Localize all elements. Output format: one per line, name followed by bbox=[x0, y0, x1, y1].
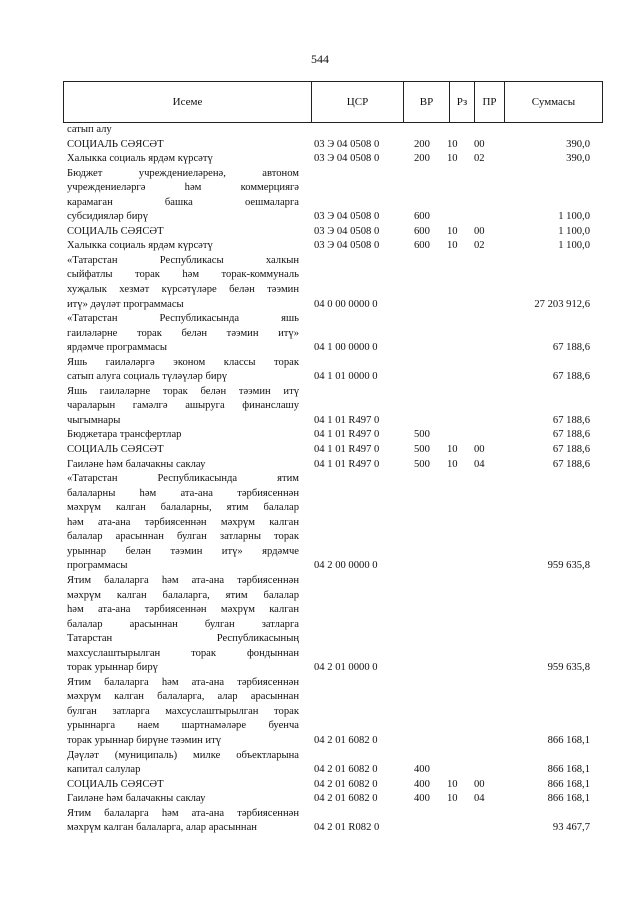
row-name-line: СОЦИАЛЬ СӘЯСӘТ bbox=[67, 444, 164, 456]
row-vr: 600 bbox=[414, 240, 430, 252]
row-sum: 1 100,0 bbox=[558, 225, 590, 237]
row-name-line: сыйфатлы торак һәм торак-коммуналь bbox=[67, 269, 299, 281]
row-name-line: махсуслаштырылган торак фондыннан bbox=[67, 647, 299, 659]
row-sum: 866 168,1 bbox=[547, 734, 590, 746]
table-row bbox=[0, 428, 640, 443]
row-name-line: карамаган башка оешмаларга bbox=[67, 196, 299, 208]
row-csr: 04 2 01 R082 0 bbox=[314, 822, 380, 834]
header-pr: ПР bbox=[474, 82, 504, 122]
row-name-line: мәхрүм калган балаларга, алар арасыннан bbox=[67, 822, 257, 834]
row-sum: 866 168,1 bbox=[547, 778, 590, 790]
row-rz: 10 bbox=[447, 458, 458, 470]
header-rz: Рз bbox=[449, 82, 474, 122]
row-name-line: чараларын гамәлгә ашыруга финанслашу bbox=[67, 400, 299, 412]
row-name-line: СОЦИАЛЬ СӘЯСӘТ bbox=[67, 138, 164, 150]
table-row bbox=[0, 239, 640, 254]
row-name-line: сатып алу bbox=[67, 124, 112, 135]
row-vr: 400 bbox=[414, 793, 430, 805]
row-name-line: мәхрүм калган балаларга, ятим балалар bbox=[67, 589, 299, 601]
row-sum: 67 188,6 bbox=[552, 342, 590, 354]
row-name bbox=[67, 225, 299, 240]
row-name-line: Ятим балаларга һәм ата-ана тәрбиясеннән bbox=[67, 574, 299, 586]
row-name-line: Татарстан Республикасының bbox=[67, 633, 299, 645]
table-row bbox=[0, 807, 640, 836]
row-sum: 27 203 912,6 bbox=[534, 298, 590, 310]
row-name-line: программасы bbox=[67, 560, 128, 572]
row-csr: 04 1 01 R497 0 bbox=[314, 414, 380, 426]
row-csr: 03 Э 04 0508 0 bbox=[314, 138, 380, 150]
row-csr: 03 Э 04 0508 0 bbox=[314, 153, 380, 165]
row-sum: 1 100,0 bbox=[558, 240, 590, 252]
header-vr: ВР bbox=[403, 82, 449, 122]
table-row bbox=[0, 123, 640, 138]
row-sum: 390,0 bbox=[566, 153, 590, 165]
row-name-line: булган затларга махсуслаштырылган торак bbox=[67, 705, 299, 717]
row-name-line: Ятим балаларга һәм ата-ана тәрбиясеннән bbox=[67, 676, 299, 688]
row-name bbox=[67, 458, 299, 473]
table-row bbox=[0, 356, 640, 385]
row-sum: 67 188,6 bbox=[552, 458, 590, 470]
header-name: Исеме bbox=[172, 96, 203, 108]
row-name-line: торак урыннар бирүне тәэмин итү bbox=[67, 734, 222, 746]
table-row bbox=[0, 676, 640, 749]
table-row bbox=[0, 458, 640, 473]
row-csr: 04 1 00 0000 0 bbox=[314, 342, 378, 354]
row-name bbox=[67, 428, 299, 443]
row-csr: 04 2 01 6082 0 bbox=[314, 734, 378, 746]
row-name-line: Ятим балаларга һәм ата-ана тәрбиясеннән bbox=[67, 807, 299, 819]
row-name-line: учреждениеләргә һәм коммерциягә bbox=[67, 182, 299, 194]
row-name-line: мәхрүм калган балаларга, алар арасыннан bbox=[67, 691, 299, 703]
row-vr: 600 bbox=[414, 225, 430, 237]
row-sum: 93 467,7 bbox=[552, 822, 590, 834]
row-name-line: хуҗалык хезмәт күрсәтүләре белән тәэмин bbox=[67, 284, 299, 296]
row-name-line: «Татарстан Республикасында яшь bbox=[67, 313, 299, 325]
row-name-line: балаларны һәм ата-ана тәрбиясеннән bbox=[67, 487, 299, 499]
table-row bbox=[0, 472, 640, 574]
row-name bbox=[67, 385, 299, 429]
table-row bbox=[0, 385, 640, 429]
row-csr: 03 Э 04 0508 0 bbox=[314, 225, 380, 237]
row-name-line: Халыкка социаль ярдәм күрсәтү bbox=[67, 153, 213, 165]
row-rz: 10 bbox=[447, 138, 458, 150]
row-vr: 600 bbox=[414, 211, 430, 223]
row-name-line: СОЦИАЛЬ СӘЯСӘТ bbox=[67, 778, 164, 790]
row-sum: 959 635,8 bbox=[547, 560, 590, 572]
row-rz: 10 bbox=[447, 225, 458, 237]
row-name-line: Яшь гаиләләрне торак белән тәэмин итү bbox=[67, 385, 299, 397]
row-pr: 02 bbox=[474, 153, 485, 165]
row-name-line: ярдәмче программасы bbox=[67, 342, 167, 354]
row-pr: 02 bbox=[474, 240, 485, 252]
row-name-line: «Татарстан Республикасында ятим bbox=[67, 473, 299, 485]
row-rz: 10 bbox=[447, 793, 458, 805]
row-pr: 04 bbox=[474, 793, 485, 805]
row-name-line: һәм ата-ана тәрбиясеннән мәхрүм калган bbox=[67, 516, 299, 528]
row-name bbox=[67, 778, 299, 793]
row-name bbox=[67, 254, 299, 312]
row-csr: 04 2 01 0000 0 bbox=[314, 662, 378, 674]
row-vr: 500 bbox=[414, 458, 430, 470]
row-name bbox=[67, 239, 299, 254]
row-sum: 67 188,6 bbox=[552, 444, 590, 456]
row-sum: 959 635,8 bbox=[547, 662, 590, 674]
row-name-line: һәм ата-ана тәрбиясеннән мәхрүм калган bbox=[67, 604, 299, 616]
row-name-line: торак урыннар бирү bbox=[67, 662, 158, 674]
row-rz: 10 bbox=[447, 444, 458, 456]
row-name-line: Гаиләне һәм балачакны саклау bbox=[67, 793, 206, 805]
row-name bbox=[67, 123, 299, 138]
table-row bbox=[0, 254, 640, 312]
row-sum: 866 168,1 bbox=[547, 793, 590, 805]
row-sum: 67 188,6 bbox=[552, 371, 590, 383]
row-sum: 390,0 bbox=[566, 138, 590, 150]
row-vr: 500 bbox=[414, 444, 430, 456]
row-csr: 03 Э 04 0508 0 bbox=[314, 240, 380, 252]
table-row bbox=[0, 152, 640, 167]
table-row bbox=[0, 312, 640, 356]
row-rz: 10 bbox=[447, 778, 458, 790]
row-name bbox=[67, 356, 299, 385]
row-name bbox=[67, 443, 299, 458]
row-name bbox=[67, 152, 299, 167]
table-row bbox=[0, 574, 640, 676]
row-sum: 1 100,0 bbox=[558, 211, 590, 223]
row-name-line: «Татарстан Республикасы халкын bbox=[67, 254, 299, 266]
row-name bbox=[67, 807, 299, 836]
row-rz: 10 bbox=[447, 153, 458, 165]
row-vr: 400 bbox=[414, 764, 430, 776]
row-csr: 04 1 01 0000 0 bbox=[314, 371, 378, 383]
table-row bbox=[0, 792, 640, 807]
row-vr: 200 bbox=[414, 153, 430, 165]
row-name-line: чыгымнары bbox=[67, 414, 121, 426]
row-csr: 04 1 01 R497 0 bbox=[314, 458, 380, 470]
row-csr: 04 2 01 6082 0 bbox=[314, 778, 378, 790]
row-vr: 400 bbox=[414, 778, 430, 790]
row-name-line: Гаиләне һәм балачакны саклау bbox=[67, 458, 206, 470]
table-header bbox=[63, 81, 603, 123]
header-csr: ЦСР bbox=[311, 82, 403, 122]
row-name bbox=[67, 472, 299, 574]
row-csr: 04 2 01 6082 0 bbox=[314, 793, 378, 805]
row-name-line: урыннар белән тәэмин итү» ярдәмче bbox=[67, 545, 299, 557]
row-pr: 04 bbox=[474, 458, 485, 470]
row-pr: 00 bbox=[474, 138, 485, 150]
row-name-line: субсидияләр бирү bbox=[67, 211, 148, 223]
row-sum: 67 188,6 bbox=[552, 429, 590, 441]
page-number: 544 bbox=[311, 52, 329, 66]
table-row bbox=[0, 138, 640, 153]
row-csr: 04 2 00 0000 0 bbox=[314, 560, 378, 572]
row-sum: 866 168,1 bbox=[547, 764, 590, 776]
table-row bbox=[0, 749, 640, 778]
row-pr: 00 bbox=[474, 778, 485, 790]
table-row bbox=[0, 778, 640, 793]
row-name-line: Халыкка социаль ярдәм күрсәтү bbox=[67, 240, 213, 252]
row-name bbox=[67, 138, 299, 153]
row-name-line: Яшь гаиләләргә эконом классы торак bbox=[67, 356, 299, 368]
row-name-line: Дәүләт (муниципаль) милке объектларына bbox=[67, 749, 299, 761]
row-name-line: Бюджетара трансфертлар bbox=[67, 429, 182, 441]
header-sum: Суммасы bbox=[504, 82, 602, 122]
row-rz: 10 bbox=[447, 240, 458, 252]
row-vr: 500 bbox=[414, 429, 430, 441]
row-csr: 04 1 01 R497 0 bbox=[314, 429, 380, 441]
row-name bbox=[67, 574, 299, 676]
row-csr: 04 0 00 0000 0 bbox=[314, 298, 378, 310]
row-name-line: балалар арасыннан булган затларга bbox=[67, 618, 299, 630]
row-name-line: мәхрүм калган балаларны, ятим балалар bbox=[67, 502, 299, 514]
row-vr: 200 bbox=[414, 138, 430, 150]
row-csr: 04 1 01 R497 0 bbox=[314, 444, 380, 456]
row-name bbox=[67, 167, 299, 225]
table-row bbox=[0, 443, 640, 458]
row-name-line: урыннарга наем шартнамәләре буенча bbox=[67, 720, 299, 732]
row-name bbox=[67, 749, 299, 778]
row-csr: 03 Э 04 0508 0 bbox=[314, 211, 380, 223]
row-name bbox=[67, 792, 299, 807]
row-sum: 67 188,6 bbox=[552, 414, 590, 426]
row-name-line: балалар арасыннан булган затларны торак bbox=[67, 531, 299, 543]
table-row bbox=[0, 167, 640, 225]
row-name bbox=[67, 676, 299, 749]
row-pr: 00 bbox=[474, 225, 485, 237]
table-row bbox=[0, 225, 640, 240]
row-pr: 00 bbox=[474, 444, 485, 456]
row-name-line: гаиләләрне торак белән тәэмин итү» bbox=[67, 327, 299, 339]
row-name-line: капитал салулар bbox=[67, 764, 141, 776]
row-csr: 04 2 01 6082 0 bbox=[314, 764, 378, 776]
row-name-line: сатып алуга социаль түләүләр бирү bbox=[67, 371, 228, 383]
row-name-line: Бюджет учреждениеләренә, автоном bbox=[67, 167, 299, 179]
row-name bbox=[67, 312, 299, 356]
row-name-line: итү» дәүләт программасы bbox=[67, 298, 184, 310]
row-name-line: СОЦИАЛЬ СӘЯСӘТ bbox=[67, 225, 164, 237]
table-body bbox=[0, 123, 640, 836]
